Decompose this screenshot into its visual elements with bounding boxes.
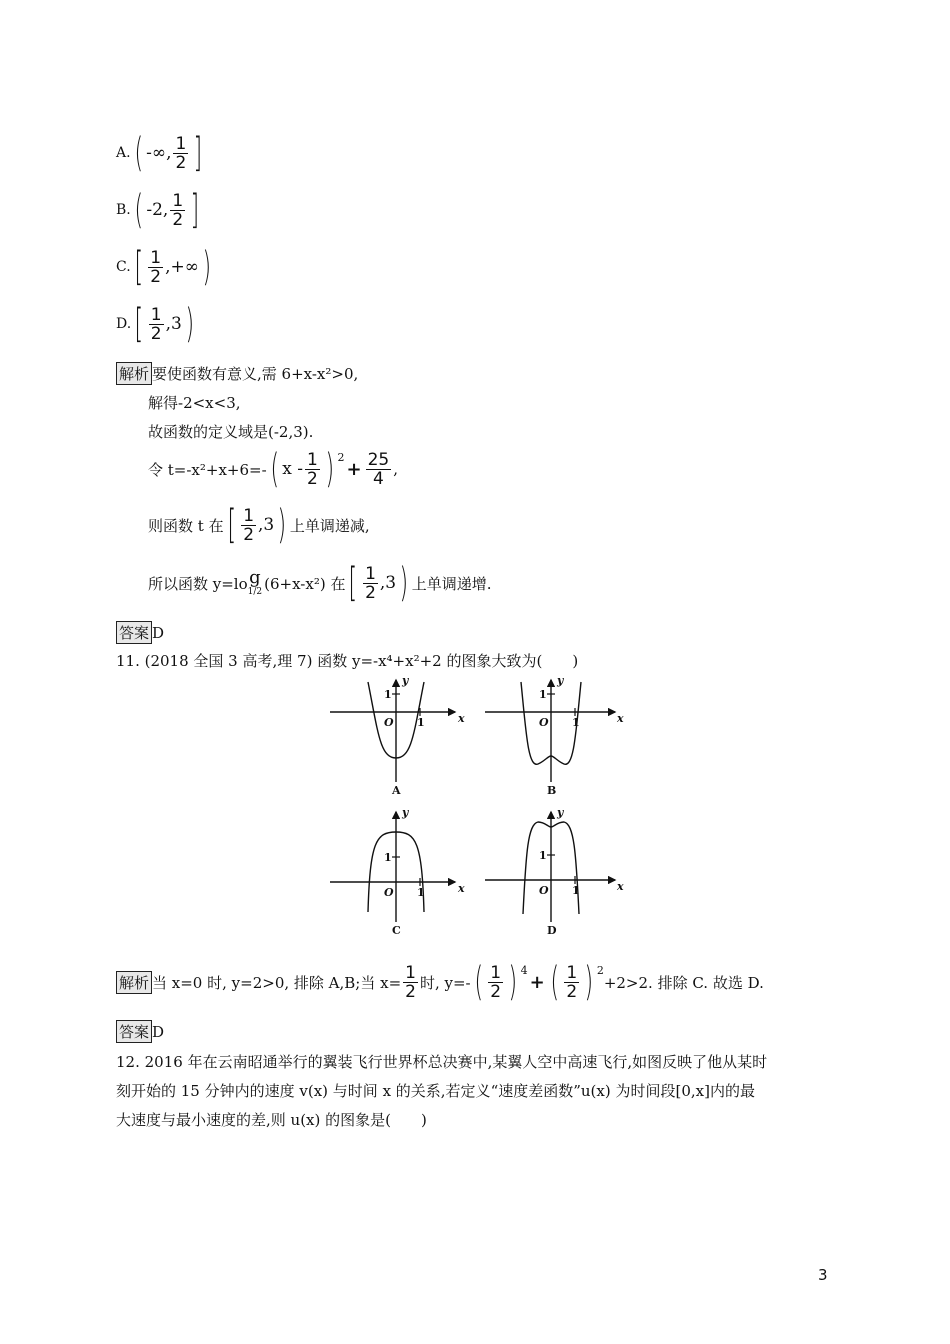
analysis-tag: 解析 [116, 362, 152, 385]
answer-line: 答案 D [116, 621, 164, 644]
graph-label-b: B [547, 784, 557, 797]
left-paren: ( [134, 130, 143, 176]
y-axis-label: y [402, 806, 409, 819]
question-12-line-1: 12. 2016 年在云南昭通举行的翼装飞行世界杯总决赛中,某翼人空中高速飞行,如图反映了他从某时 [116, 1053, 768, 1071]
fraction: $\frac{1}{2}$ [243, 505, 255, 545]
origin-label: O [384, 886, 394, 899]
question-12-line-2: 刻开始的 15 分钟内的速度 v(x) 与时间 x 的关系,若定义“速度差函数”u(x) 为时间段[0,x]内的最 [116, 1082, 755, 1100]
q11-analysis: 解析 当 x=0 时, y=2>0, 排除 A,B;当 x= $\frac{1}{2}$ 时, y=- ( $\frac{1}{2}$ ) $^4$ + ( $\frac{1}{2}$ ) $^2$ +2>2. 排除 C. 故选 D. [116, 962, 764, 1002]
fraction: $\frac{1}{2}$ [172, 190, 184, 230]
answer-tag: 答案 [116, 621, 152, 644]
y-axis-label: y [402, 674, 409, 687]
fraction: $\frac{1}{2}$ [150, 304, 162, 344]
x-axis-label: x [617, 880, 624, 893]
graph-a [330, 680, 455, 782]
y-axis-label: y [557, 806, 564, 819]
fraction: $\frac{1}{2}$ [175, 133, 187, 173]
y-one-label: 1 [539, 849, 547, 862]
fraction: $\frac{1}{2}$ [490, 962, 502, 1002]
right-paren: ) [185, 301, 194, 347]
option-a: A. ( -∞, $\frac{1}{2}$ ] [116, 130, 203, 176]
graph-b [485, 680, 615, 782]
fraction: $\frac{25}{4}$ [367, 449, 390, 489]
analysis-line-3: 故函数的定义域是(-2,3). [148, 423, 314, 441]
analysis-line-5: 则函数 t 在 [ $\frac{1}{2}$ ,3 ) 上单调递减, [148, 502, 370, 548]
x-one-label: 1 [572, 716, 580, 729]
page-number: 3 [818, 1266, 828, 1284]
graph-label-c: C [392, 924, 401, 937]
question-12-line-3: 大速度与最小速度的差,则 u(x) 的图象是( ) [116, 1111, 427, 1129]
fraction: $\frac{1}{2}$ [365, 563, 376, 603]
right-paren: ) [202, 244, 212, 290]
right-bracket: ] [193, 130, 203, 176]
x-one-label: 1 [572, 884, 580, 897]
analysis-line-6: 所以函数 y=lo g 1/2 (6+x-x²) 在 [ $\frac{1}{2}$ ,3 ) 上单调递增. [148, 560, 492, 606]
answer-tag: 答案 [116, 1020, 152, 1043]
x-one-label: 1 [417, 716, 425, 729]
x-one-label: 1 [417, 886, 425, 899]
option-d: D. [ $\frac{1}{2}$ ,3 ) [116, 301, 194, 347]
origin-label: O [539, 716, 549, 729]
graph-c [330, 812, 455, 922]
left-bracket: [ [134, 244, 143, 290]
option-c: C. [ $\frac{1}{2}$ ,+∞ ) [116, 244, 212, 290]
graphs-figure [320, 672, 630, 940]
left-paren: ( [134, 187, 143, 233]
x-axis-label: x [458, 712, 465, 725]
analysis-line-2: 解得-2<x<3, [148, 394, 241, 412]
q11-answer: 答案 D [116, 1020, 164, 1043]
option-b: B. ( -2, $\frac{1}{2}$ ] [116, 187, 200, 233]
fraction: $\frac{1}{2}$ [150, 247, 162, 287]
origin-label: O [384, 716, 394, 729]
analysis-line-1: 解析 要使函数有意义,需 6+x-x²>0, [116, 362, 358, 385]
fraction: $\frac{1}{2}$ [307, 449, 318, 489]
y-axis-label: y [557, 674, 564, 687]
analysis-tag: 解析 [116, 971, 152, 994]
question-11-stem: 11. (2018 全国 3 高考,理 7) 函数 y=-x⁴+x²+2 的图象大致为( ) [116, 652, 579, 670]
right-bracket: ] [190, 187, 200, 233]
graph-d [485, 812, 615, 922]
x-axis-label: x [458, 882, 465, 895]
y-one-label: 1 [384, 688, 392, 701]
origin-label: O [539, 884, 549, 897]
x-axis-label: x [617, 712, 624, 725]
y-one-label: 1 [384, 851, 392, 864]
y-one-label: 1 [539, 688, 547, 701]
graph-label-d: D [547, 924, 557, 937]
graph-label-a: A [392, 784, 401, 797]
left-bracket: [ [134, 301, 144, 347]
analysis-line-4: 令 t=-x²+x+6=- ( x - $\frac{1}{2}$ ) $^2$ + $\frac{25}{4}$ , [148, 446, 398, 492]
fraction: $\frac{1}{2}$ [405, 962, 416, 1002]
fraction: $\frac{1}{2}$ [566, 962, 578, 1002]
